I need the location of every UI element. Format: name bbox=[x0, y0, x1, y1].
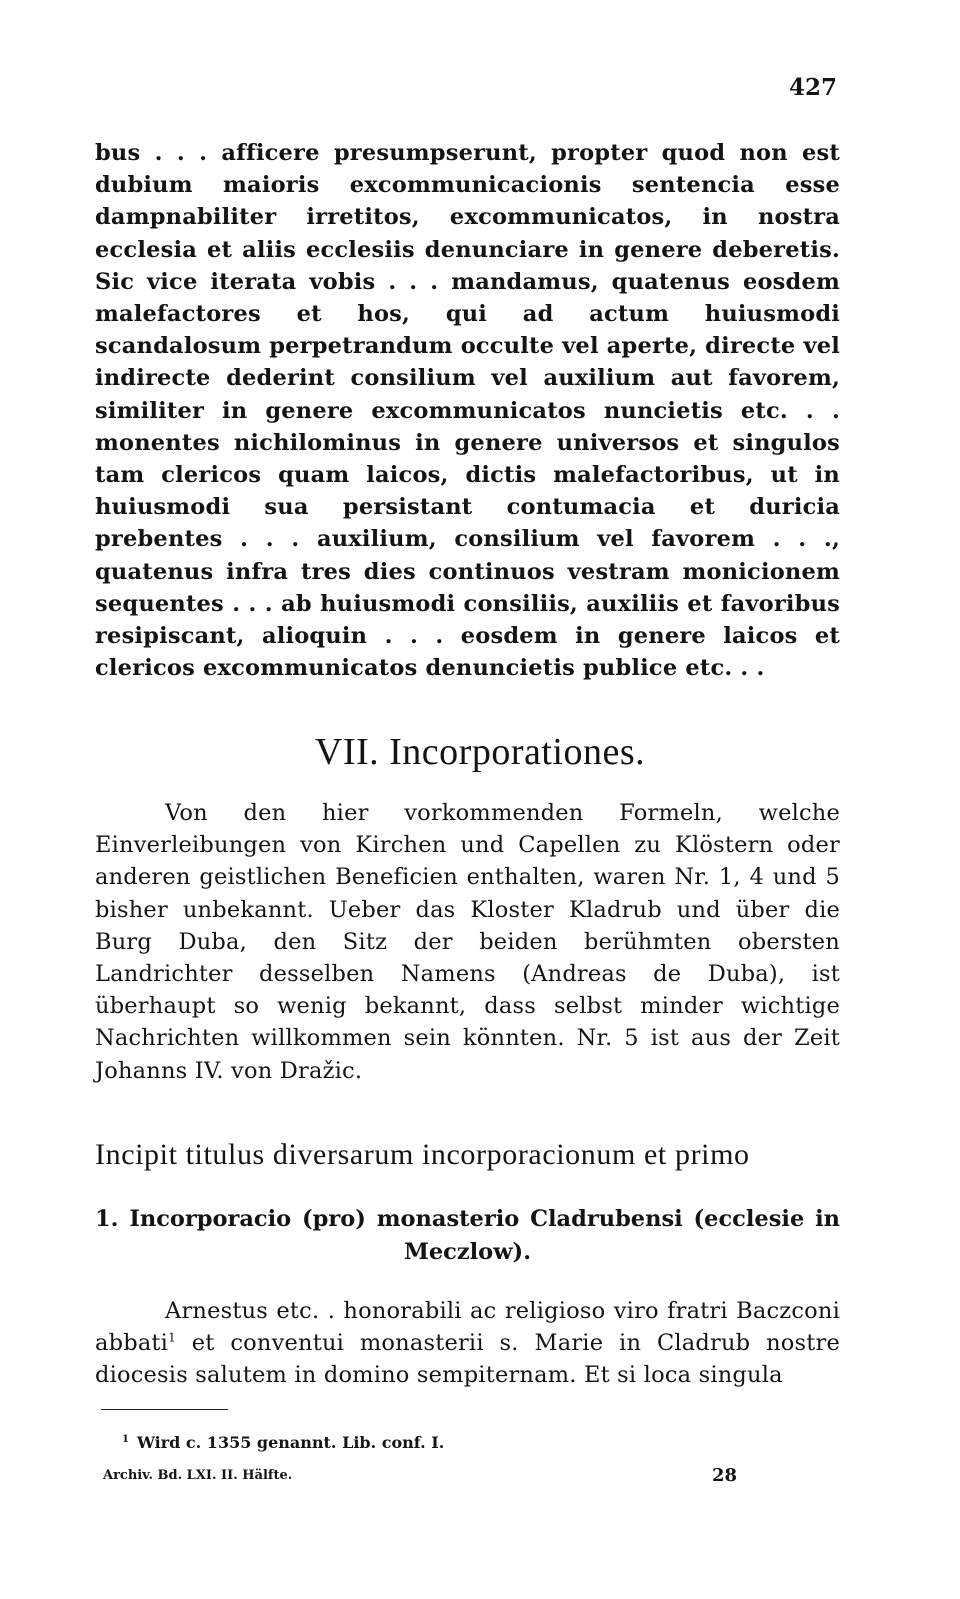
body-paragraph-1: bus . . . afficere presumpserunt, propter quod non est dubium maioris excommunicacionis sentencia esse dampnabiliter irretitos, excommunicatos, in nostra ecclesia et aliis ecclesiis denunciare in genere deberetis. Sic vice iterata vobis . . . mandamus, quatenus eosdem malefactores et hos, qui ad actum huiusmodi scandalosum perpetrandum occulte vel aperte, directe vel indirecte dederint consilium vel auxilium aut favorem, similiter in genere excommunicatos nuncietis etc. . . monentes nichilominus in genere universos et singulos tam clericos quam laicos, dictis malefactoribus, ut in huiusmodi sua persistant contumacia et duricia prebentes . . . auxilium, consilium vel favorem . . ., quatenus infra tres dies continuos vestram monicionem sequentes . . . ab huiusmodi consiliis, auxiliis et favoribus resipiscant, alioquin . . . eosdem in genere laicos et clericos excommunicatos denuncietis publice etc. . . bbox=[95, 140, 841, 682]
footnote-text: Wird c. 1355 genannt. Lib. conf. I. bbox=[136, 1433, 445, 1452]
footnote-reference: 1 bbox=[168, 1330, 176, 1345]
incipit-heading: Incipit titulus diversarum incorporacionum et primo bbox=[95, 1138, 750, 1171]
entry-heading: 1. Incorporacio (pro) monasterio Cladrubensi (ecclesie in Meczlow). bbox=[95, 1206, 840, 1265]
body-paragraph-3 bbox=[95, 1295, 840, 1392]
footnote-divider bbox=[101, 1409, 228, 1410]
paragraph-3-end: et conventui monasterii s. Marie in Cladrub nostre diocesis salutem in domino sempiternam. Et si loca singula bbox=[95, 1330, 840, 1389]
footnote bbox=[122, 1433, 444, 1452]
page-number: 427 bbox=[788, 74, 837, 101]
sheet-number: 28 bbox=[712, 1465, 738, 1486]
footnote-marker: 1 bbox=[122, 1433, 129, 1445]
printer-signature: Archiv. Bd. LXI. II. Hälfte. bbox=[103, 1468, 293, 1483]
section-heading: VII. Incorporationes. bbox=[314, 731, 646, 773]
body-paragraph-2: Von den hier vorkommenden Formeln, welche Einverleibungen von Kirchen und Capellen zu Klöstern oder anderen geistlichen Beneficien enthalten, waren Nr. 1, 4 und 5 bisher unbekannt. Ueber das Kloster Kladrub und über die Burg Duba, den Sitz der beiden berühmten obersten Landrichter desselben Namens (Andreas de Duba), ist überhaupt so wenig bekannt, dass selbst minder wichtige Nachrichten willkommen sein könnten. Nr. 5 ist aus der Zeit Johanns IV. von Dražic. bbox=[95, 800, 840, 1084]
paragraph-3-start: Arnestus etc. . honorabili ac religioso viro fratri Baczconi abbati bbox=[95, 1298, 840, 1357]
